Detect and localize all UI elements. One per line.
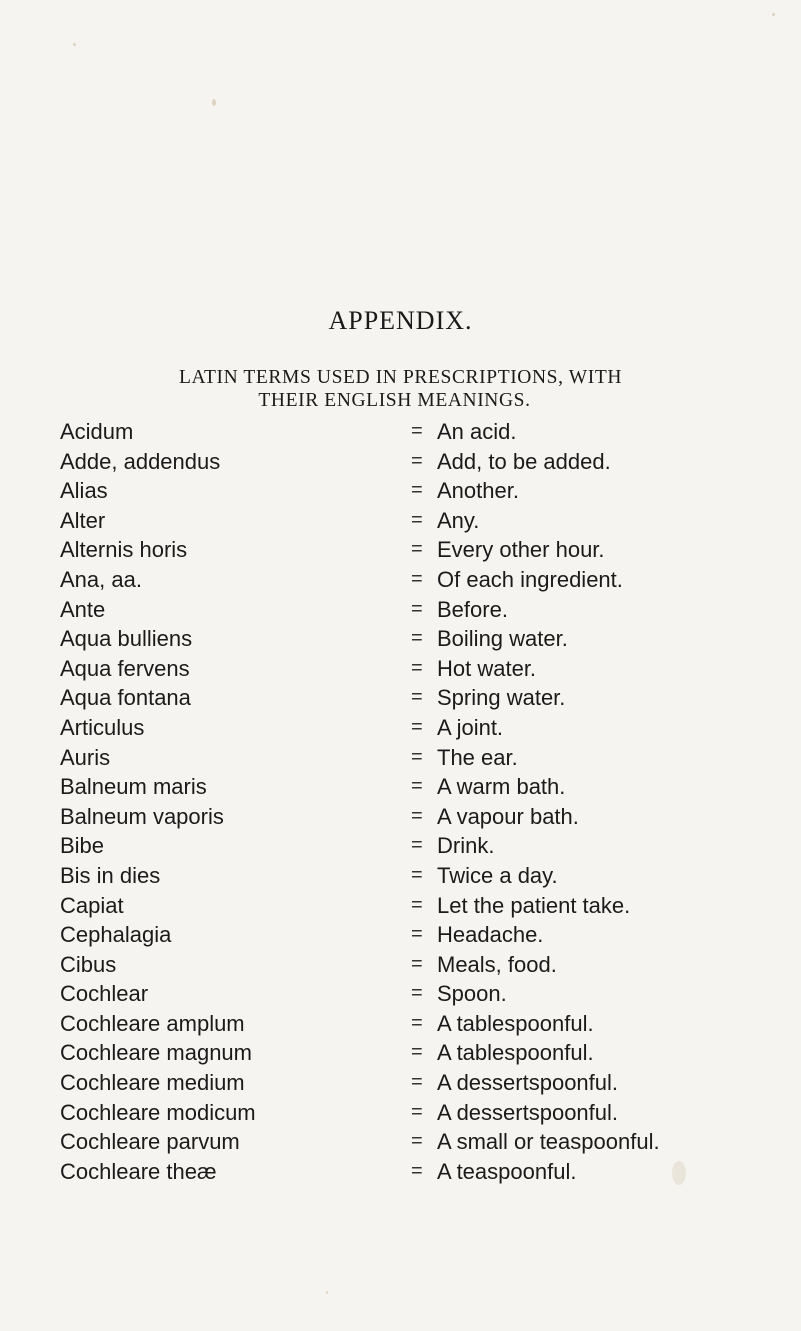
paper-speck [73,43,76,46]
term-row [60,1127,801,1157]
equals-sign: = [411,538,423,561]
english-meaning: A tablespoonful. [437,1040,594,1066]
term-row [60,743,801,773]
latin-term: Ana, aa. [60,566,142,592]
equals-sign: = [411,449,423,472]
english-meaning: An acid. [437,419,517,444]
equals-sign: = [411,1041,423,1064]
english-meaning: A small or teaspoonful. [437,1129,660,1155]
equals-sign: = [411,420,423,442]
english-meaning: Let the patient take. [437,892,631,918]
latin-term: Cochleare theæ [60,1158,217,1184]
equals-sign: = [411,775,423,798]
english-meaning: Of each ingredient. [437,566,623,592]
term-row [60,713,801,743]
term-row [60,1068,801,1098]
term-row [60,447,801,477]
latin-term: Articulus [60,714,145,740]
equals-sign: = [411,745,423,768]
latin-term: Auris [60,744,111,770]
latin-term: Acidum [60,419,134,444]
english-meaning: Any. [437,507,480,533]
english-meaning: Every other hour. [437,537,605,563]
latin-term: Adde, addendus [60,448,221,474]
latin-term: Cochleare medium [60,1070,245,1096]
english-meaning: A dessertspoonful. [437,1099,619,1125]
latin-term: Balneum vaporis [60,803,224,829]
english-meaning: The ear. [437,744,518,770]
equals-sign: = [411,597,423,620]
equals-sign: = [411,1100,423,1123]
term-row [60,920,801,950]
term-row [60,535,801,565]
latin-term: Cochleare modicum [60,1099,256,1125]
english-meaning: Before. [437,596,508,622]
english-meaning: Boiling water. [437,626,568,652]
english-meaning: A warm bath. [437,774,566,800]
english-meaning: A vapour bath. [437,803,579,829]
term-row [60,565,801,595]
paper-speck [212,99,216,106]
english-meaning: Hot water. [437,655,537,681]
term-row [60,654,801,684]
term-row [60,861,801,891]
latin-term: Capiat [60,892,124,918]
english-meaning: A joint. [437,714,504,740]
term-row [60,624,801,654]
page-heading: APPENDIX. [328,306,473,335]
equals-sign: = [411,1011,423,1034]
paper-speck [772,13,775,16]
equals-sign: = [411,1071,423,1094]
equals-sign: = [411,952,423,975]
english-meaning: Spoon. [437,981,507,1007]
latin-term: Cochleare parvum [60,1129,240,1155]
english-meaning: Twice a day. [437,862,558,888]
english-meaning: Add, to be added. [437,448,611,474]
english-meaning: Spring water. [437,685,566,711]
latin-term: Aqua fontana [60,685,191,711]
section-title-line-2: THEIR ENGLISH MEANINGS. [258,390,531,411]
latin-term: Aqua bulliens [60,626,193,652]
latin-term: Alias [60,478,108,504]
equals-sign: = [411,893,423,916]
equals-sign: = [411,982,423,1005]
english-meaning: A tablespoonful. [437,1010,594,1036]
equals-sign: = [411,923,423,946]
latin-term: Cephalagia [60,922,172,948]
latin-term: Alter [60,507,106,533]
equals-sign: = [411,567,423,590]
term-row [60,891,801,921]
equals-sign: = [411,834,423,857]
term-row [60,772,801,802]
term-row [60,1038,801,1068]
equals-sign: = [411,863,423,886]
latin-term: Cochlear [60,981,149,1007]
latin-term: Cibus [60,951,117,977]
term-row [60,683,801,713]
term-row [60,831,801,861]
latin-term: Bis in dies [60,862,161,888]
latin-term: Alternis horis [60,537,188,563]
english-meaning: Meals, food. [437,951,557,977]
english-meaning: Drink. [437,833,495,859]
equals-sign: = [411,627,423,650]
english-meaning: A dessertspoonful. [437,1070,619,1096]
paper-speck [672,1161,686,1185]
term-row [60,802,801,832]
term-row [60,476,801,506]
equals-sign: = [411,686,423,709]
equals-sign: = [411,479,423,502]
equals-sign: = [411,1159,423,1182]
latin-term: Bibe [60,833,105,859]
term-row [60,1009,801,1039]
latin-term: Balneum maris [60,774,207,800]
latin-term: Ante [60,596,106,622]
terms-list [60,417,801,1186]
equals-sign: = [411,656,423,679]
english-meaning: Another. [437,478,519,504]
latin-term: Cochleare magnum [60,1040,252,1066]
latin-term: Cochleare amplum [60,1010,245,1036]
english-meaning: A teaspoonful. [437,1158,577,1184]
term-row [60,595,801,625]
term-row [60,979,801,1009]
paper-speck [326,1291,328,1294]
section-title-line-1: LATIN TERMS USED IN PRESCRIPTIONS, WITH [178,367,623,388]
equals-sign: = [411,715,423,738]
equals-sign: = [411,1130,423,1153]
equals-sign: = [411,508,423,531]
english-meaning: Headache. [437,922,544,948]
term-row [60,1098,801,1128]
term-row [60,417,801,447]
latin-term: Aqua fervens [60,655,190,681]
equals-sign: = [411,804,423,827]
term-row [60,506,801,536]
term-row [60,1157,801,1187]
term-row [60,950,801,980]
